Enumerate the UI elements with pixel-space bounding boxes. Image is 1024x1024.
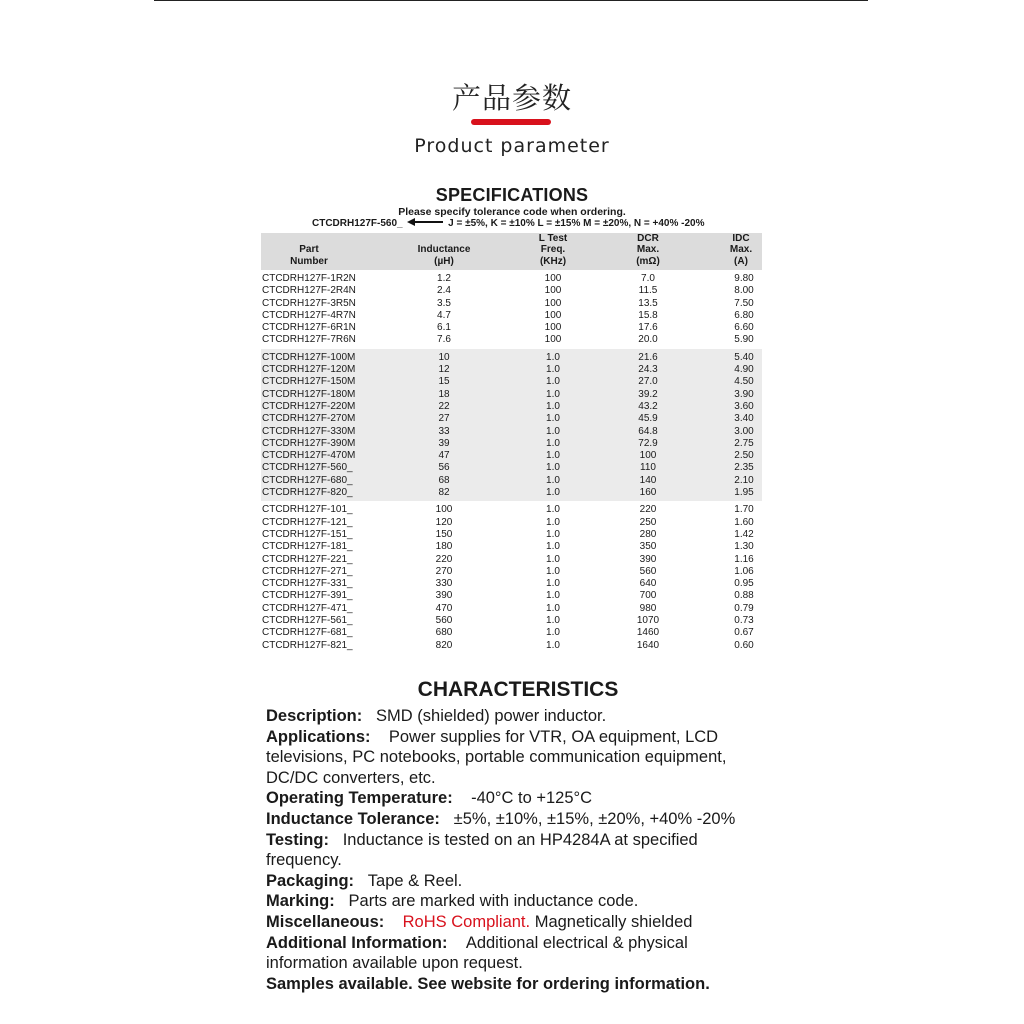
additional-info-line [266,933,766,954]
cell-dcr: 24.3 [638,364,658,376]
cell-part-number: CTCDRH127F-820_ [262,487,353,499]
cell-idc: 0.67 [734,627,754,639]
packaging-label: Packaging: [266,871,355,890]
cell-inductance: 680 [435,627,453,639]
description-label: Description: [266,707,363,725]
cell-idc: 1.30 [734,541,754,553]
cell-idc: 5.40 [734,351,754,363]
table-row [261,475,762,487]
tolerance-note: Please specify tolerance code when ordering. [398,206,626,218]
table-row [261,462,762,474]
cell-idc: 7.50 [734,297,754,309]
table-group [261,349,762,502]
header-line: Inductance [417,244,471,255]
cell-dcr: 110 [640,462,656,474]
top-divider [154,0,868,1]
additional-info-continued: information available upon request. [266,954,523,973]
header-line: (µH) [434,255,454,267]
table-row [261,517,762,529]
cell-dcr: 350 [639,541,657,553]
cell-idc: 3.40 [734,413,754,425]
table-row [261,566,762,578]
header-line: (KHz) [539,255,567,267]
miscellaneous-value: Magnetically shielded [534,912,693,931]
order-example-part: CTCDRH127F-560_ [312,218,403,229]
table-row [261,401,762,413]
specifications-table [261,233,762,654]
cell-idc: 0.88 [734,590,754,602]
header-part-number [281,244,337,267]
cell-part-number: CTCDRH127F-390M [262,437,356,449]
cell-dcr: 27.0 [638,376,658,388]
cell-inductance: 560 [435,615,453,627]
header-dcr [613,233,683,268]
cell-inductance: 2.4 [437,285,451,297]
packaging-value: Tape & Reel. [367,871,463,890]
header-line: Max. [636,244,660,255]
cell-idc: 8.00 [734,285,754,297]
header-line: (A) [734,255,748,267]
table-row [261,310,762,322]
cell-idc: 0.79 [734,602,754,614]
cell-dcr: 11.5 [638,285,658,297]
table-row [261,298,762,310]
cell-test-freq: 1.0 [546,437,560,449]
cell-part-number: CTCDRH127F-4R7N [262,309,356,321]
table-row [261,640,762,652]
temperature-line [266,788,766,809]
cell-inductance: 180 [435,541,453,553]
cell-inductance: 10 [438,351,450,363]
header-idc [711,233,771,268]
table-row [261,450,762,462]
tolerance-value: ±5%, ±10%, ±15%, ±20%, +40% -20% [453,809,736,828]
cell-part-number: CTCDRH127F-150M [262,376,356,388]
cell-part-number: CTCDRH127F-271_ [262,565,353,577]
cell-inductance: 7.6 [437,334,451,346]
cell-test-freq: 1.0 [546,450,560,462]
applications-continued: DC/DC converters, etc. [266,768,436,787]
additional-info-label: Additional Information: [266,933,448,952]
cell-idc: 4.50 [734,376,754,388]
header-line: DCR [637,232,659,244]
table-row [261,285,762,297]
cell-dcr: 13.5 [638,297,658,309]
header-test-freq [523,233,583,268]
cell-inductance: 47 [438,450,450,462]
table-row [261,273,762,285]
cell-dcr: 1640 [636,639,660,651]
cell-test-freq: 1.0 [546,553,560,565]
applications-line [266,727,766,748]
cell-inductance: 27 [438,413,450,425]
header-line: Max. [729,244,753,255]
cell-dcr: 700 [639,590,657,602]
samples-note: Samples available. See website for ordering information. [266,974,710,993]
cell-part-number: CTCDRH127F-471_ [262,602,353,614]
cell-test-freq: 1.0 [546,400,560,412]
cell-dcr: 21.6 [638,351,658,363]
description-value: SMD (shielded) power inductor. [376,707,607,725]
table-row [261,615,762,627]
temperature-value: -40°C to +125°C [471,789,593,808]
cell-idc: 6.80 [734,309,754,321]
cell-test-freq: 1.0 [546,487,560,499]
cell-dcr: 390 [639,553,657,565]
cell-part-number: CTCDRH127F-151_ [262,528,353,540]
testing-label: Testing: [266,830,329,849]
table-row [261,541,762,553]
testing-value: Inductance is tested on an HP4284A at specified [342,830,698,849]
cell-inductance: 15 [438,376,450,388]
cell-idc: 0.60 [734,639,754,651]
cell-part-number: CTCDRH127F-221_ [262,553,353,565]
table-row [261,590,762,602]
cell-inductance: 22 [438,400,450,412]
cell-test-freq: 100 [544,273,562,284]
header-line: L Test [538,232,568,244]
cell-part-number: CTCDRH127F-391_ [262,590,353,602]
table-body [261,270,762,654]
description-line [266,706,766,727]
cell-part-number: CTCDRH127F-561_ [262,615,353,627]
cell-test-freq: 1.0 [546,376,560,388]
header-line: Part [299,244,319,255]
packaging-line [266,871,766,892]
cell-test-freq: 1.0 [546,615,560,627]
table-row [261,603,762,615]
header-inductance [409,244,479,267]
table-group [261,501,762,654]
cell-test-freq: 1.0 [546,504,560,516]
page-title-cn: 产品参数 [451,81,572,115]
cell-idc: 1.16 [734,553,754,565]
specifications-title: SPECIFICATIONS [435,185,589,205]
applications-continued: televisions, PC notebooks, portable communication equipment, [266,748,727,767]
cell-inductance: 150 [435,528,453,540]
cell-part-number: CTCDRH127F-681_ [262,627,353,639]
table-row [261,334,762,346]
table-row [261,578,762,590]
table-row [261,364,762,376]
cell-idc: 3.00 [734,425,754,437]
table-row [261,554,762,566]
cell-test-freq: 1.0 [546,528,560,540]
cell-inductance: 6.1 [437,322,451,334]
cell-dcr: 72.9 [638,437,658,449]
header-line: (mΩ) [636,255,660,267]
cell-test-freq: 1.0 [546,425,560,437]
cell-idc: 2.10 [734,474,754,486]
cell-part-number: CTCDRH127F-6R1N [262,322,356,334]
cell-dcr: 560 [639,565,657,577]
cell-dcr: 64.8 [638,425,658,437]
cell-part-number: CTCDRH127F-181_ [262,541,353,553]
cell-test-freq: 1.0 [546,541,560,553]
cell-idc: 6.60 [734,322,754,334]
header-line: IDC [732,232,750,244]
cell-inductance: 270 [435,565,453,577]
cell-part-number: CTCDRH127F-821_ [262,639,353,651]
miscellaneous-label: Miscellaneous: [266,912,385,931]
cell-dcr: 140 [639,474,657,486]
cell-idc: 3.90 [734,388,754,400]
cell-test-freq: 1.0 [546,516,560,528]
cell-part-number: CTCDRH127F-101_ [262,504,353,516]
cell-idc: 2.75 [734,437,754,449]
title-accent-bar [471,119,551,125]
header-line: Number [290,255,328,267]
cell-dcr: 250 [639,516,657,528]
cell-part-number: CTCDRH127F-470M [262,450,356,462]
cell-part-number: CTCDRH127F-270M [262,413,356,425]
cell-inductance: 56 [438,462,450,474]
marking-value: Parts are marked with inductance code. [348,892,639,911]
table-row [261,529,762,541]
rohs-compliant-text: RoHS Compliant. [402,912,531,931]
cell-test-freq: 100 [544,322,562,334]
marking-label: Marking: [266,892,335,911]
cell-test-freq: 1.0 [546,364,560,376]
cell-part-number: CTCDRH127F-3R5N [262,297,356,309]
cell-inductance: 39 [438,437,450,449]
miscellaneous-line [266,912,766,933]
cell-inductance: 33 [438,425,450,437]
cell-idc: 2.50 [734,450,754,462]
cell-test-freq: 1.0 [546,351,560,363]
characteristics-body [266,706,766,994]
cell-inductance: 120 [435,516,453,528]
cell-inductance: 4.7 [437,309,451,321]
cell-test-freq: 1.0 [546,639,560,651]
cell-part-number: CTCDRH127F-2R4N [262,285,356,297]
cell-idc: 1.60 [734,516,754,528]
cell-idc: 1.95 [734,487,754,499]
cell-dcr: 1070 [636,615,660,627]
cell-inductance: 12 [438,364,450,376]
cell-dcr: 1460 [636,627,660,639]
testing-line [266,830,766,851]
cell-test-freq: 1.0 [546,388,560,400]
cell-test-freq: 1.0 [546,578,560,590]
cell-dcr: 43.2 [638,400,658,412]
cell-inductance: 330 [435,578,453,590]
cell-part-number: CTCDRH127F-100M [262,351,356,363]
cell-test-freq: 100 [544,309,562,321]
applications-value: Power supplies for VTR, OA equipment, LCD [388,727,719,746]
table-row [261,426,762,438]
samples-line [266,974,766,995]
table-row [261,352,762,364]
cell-part-number: CTCDRH127F-120M [262,364,356,376]
cell-idc: 9.80 [734,273,754,284]
cell-inductance: 3.5 [437,297,451,309]
cell-test-freq: 1.0 [546,565,560,577]
cell-test-freq: 1.0 [546,413,560,425]
cell-idc: 1.06 [734,565,754,577]
cell-dcr: 220 [639,504,657,516]
header-line: Freq. [540,244,566,255]
cell-test-freq: 100 [544,297,562,309]
cell-dcr: 45.9 [638,413,658,425]
cell-dcr: 280 [639,528,657,540]
cell-dcr: 17.6 [638,322,658,334]
applications-label: Applications: [266,727,371,746]
table-header [261,233,762,270]
page-title-en: Product parameter [414,135,610,157]
order-example [312,218,705,229]
cell-idc: 3.60 [734,400,754,412]
tolerance-label: Inductance Tolerance: [266,809,440,828]
table-row [261,627,762,639]
cell-dcr: 100 [639,450,657,462]
cell-inductance: 18 [438,388,450,400]
testing-continued: frequency. [266,851,342,870]
cell-dcr: 980 [639,602,657,614]
table-row [261,438,762,450]
cell-idc: 1.42 [734,528,754,540]
cell-test-freq: 1.0 [546,462,560,474]
order-tolerance-codes: J = ±5%, K = ±10% L = ±15% M = ±20%, N = +40% -20% [448,218,705,229]
table-row [261,487,762,499]
cell-part-number: CTCDRH127F-121_ [262,516,353,528]
cell-part-number: CTCDRH127F-180M [262,388,356,400]
cell-dcr: 160 [639,487,657,499]
cell-dcr: 20.0 [638,334,658,346]
cell-part-number: CTCDRH127F-220M [262,400,356,412]
cell-inductance: 82 [438,487,450,499]
table-row [261,322,762,334]
cell-idc: 5.90 [734,334,754,346]
cell-test-freq: 1.0 [546,474,560,486]
characteristics-title: CHARACTERISTICS [417,678,619,701]
cell-idc: 0.95 [734,578,754,590]
cell-idc: 2.35 [734,462,754,474]
cell-part-number: CTCDRH127F-680_ [262,474,353,486]
cell-inductance: 68 [438,474,450,486]
cell-test-freq: 1.0 [546,602,560,614]
table-group [261,270,762,349]
cell-test-freq: 100 [544,285,562,297]
table-row [261,413,762,425]
cell-inductance: 820 [435,639,453,651]
cell-test-freq: 1.0 [546,590,560,602]
marking-line [266,891,766,912]
cell-part-number: CTCDRH127F-331_ [262,578,353,590]
cell-dcr: 640 [639,578,657,590]
cell-dcr: 7.0 [641,273,655,284]
additional-info-value: Additional electrical & physical [465,933,688,952]
tolerance-line [266,809,766,830]
cell-inductance: 470 [435,602,453,614]
cell-part-number: CTCDRH127F-7R6N [262,334,356,346]
cell-part-number: CTCDRH127F-330M [262,425,356,437]
cell-idc: 1.70 [734,504,754,516]
cell-dcr: 15.8 [638,309,658,321]
cell-inductance: 390 [435,590,453,602]
cell-dcr: 39.2 [638,388,658,400]
table-row [261,504,762,516]
cell-idc: 0.73 [734,615,754,627]
arrow-left-icon [407,218,443,226]
cell-idc: 4.90 [734,364,754,376]
cell-inductance: 1.2 [437,273,451,284]
cell-test-freq: 100 [544,334,562,346]
cell-part-number: CTCDRH127F-560_ [262,462,353,474]
cell-inductance: 220 [435,553,453,565]
table-row [261,389,762,401]
temperature-label: Operating Temperature: [266,789,453,808]
cell-inductance: 100 [435,504,453,516]
cell-test-freq: 1.0 [546,627,560,639]
table-row [261,376,762,388]
cell-part-number: CTCDRH127F-1R2N [262,273,356,284]
